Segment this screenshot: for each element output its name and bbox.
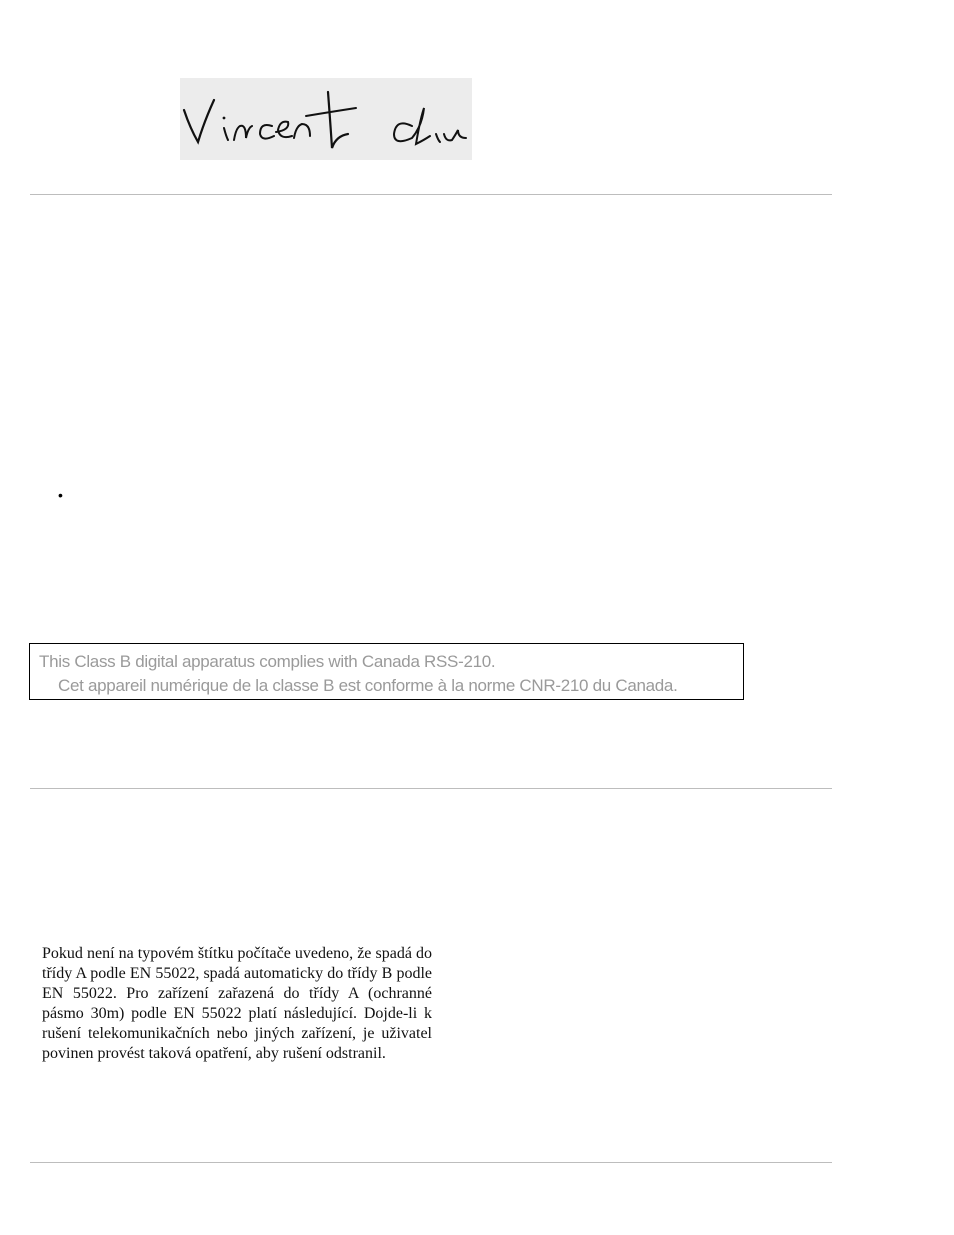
canada-compliance-notice xyxy=(29,643,744,700)
canada-notice-english: This Class B digital apparatus complies with Canada RSS-210. xyxy=(39,652,496,671)
list-bullet: • xyxy=(58,487,63,503)
divider xyxy=(30,1162,832,1163)
handwritten-signature xyxy=(180,78,472,160)
divider xyxy=(30,194,832,195)
canada-notice-french: Cet appareil numérique de la classe B est conforme à la norme CNR-210 du Canada. xyxy=(58,676,678,695)
czech-compliance-notice: Pokud není na typovém štítku počítače uvedeno, že spadá do třídy A podle EN 55022, spadá automaticky do třídy B podle EN 55022. Pro zařízení zařazená do třídy A (ochranné pásmo 30m) podle EN 55022 platí následující. Dojde-li k rušení telekomunikačních nebo jiných zařízení, je uživatel povinen provést taková opatření, aby rušení odstranil. xyxy=(42,945,432,1062)
signature-image xyxy=(180,78,472,160)
divider xyxy=(30,788,832,789)
